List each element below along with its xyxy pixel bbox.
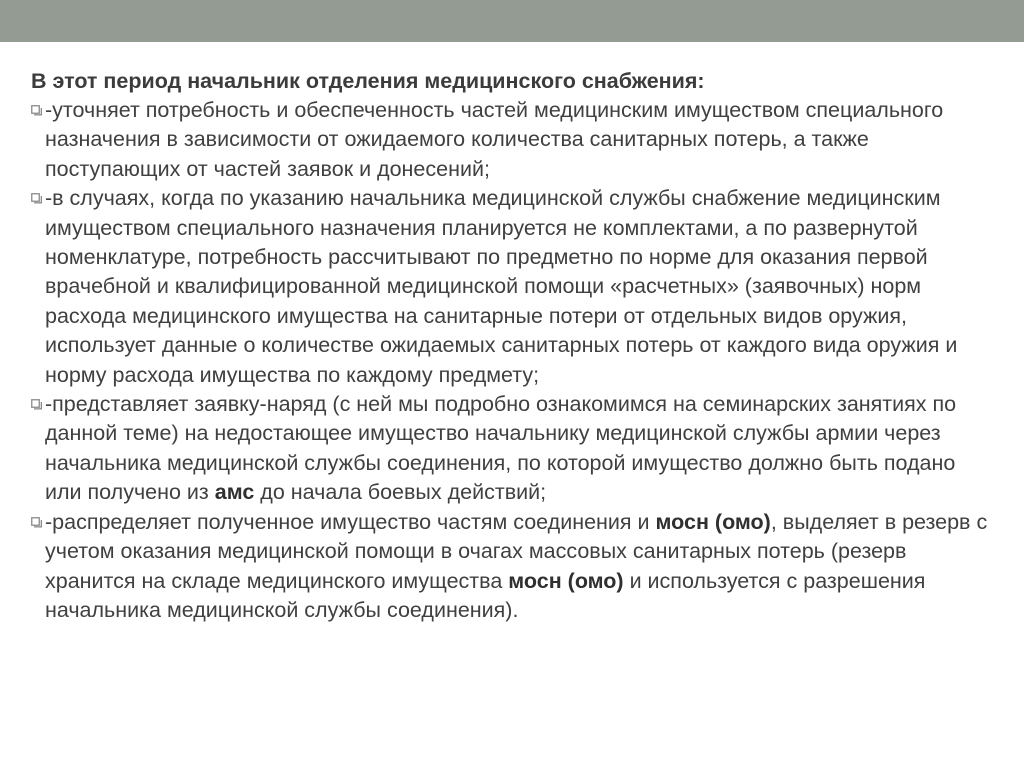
slide-header-bar	[0, 0, 1024, 42]
square-bullet-icon	[31, 193, 42, 204]
list-item	[31, 184, 991, 390]
list-item	[31, 96, 991, 184]
square-bullet-icon	[31, 399, 42, 410]
bold-term: амс	[214, 480, 255, 505]
item-text: до начала боевых действий;	[254, 480, 547, 505]
item-text: -уточняет потребность и обеспеченность частей медицинским имуществом специального назначения в зависимости от ожидаемого количества санитарных потерь, а также поступающих от частей заявок и донесений;	[45, 98, 944, 181]
square-bullet-icon	[31, 517, 42, 528]
item-text: , выделяет в резерв с учетом оказания медицинской помощи в очагах массовых санитарных потерь (резерв хранится на складе медицинского имущества	[45, 509, 988, 593]
item-text: -распределяет полученное имущество частям соединения и	[45, 509, 656, 534]
list-item	[31, 508, 991, 626]
slide-heading: В этот период начальник отделения медицинского снабжения:	[31, 69, 705, 93]
item-text: -в случаях, когда по указанию начальника медицинской службы снабжение медицинским имуществом специального назначения планируется не комплектами, а по развернутой номенклатуре, потребность рассчитывают по предметно по норме для оказания первой врачебной и квалифицированной медицинской помощи «расчетных» (заявочных) норм расхода медицинского имущества на санитарные потери от отдельных видов оружия, использует данные о количестве ожидаемых санитарных потерь от каждого вида оружия и норму расхода имущества по каждому предмету;	[45, 186, 958, 387]
item-text: и используется с разрешения начальника медицинской службы соединения).	[45, 568, 926, 622]
bold-term: мосн (омо)	[508, 568, 624, 593]
bold-term: мосн (омо)	[655, 509, 771, 534]
slide-content	[31, 66, 991, 625]
bullet-list	[31, 96, 991, 625]
item-text: -представляет заявку-наряд (с ней мы подробно ознакомимся на семинарских занятиях по данной теме) на недостающее имущество начальнику медицинской службы армии через начальника медицинской службы соединения, по которой имущество должно быть подано или получено из	[45, 392, 957, 505]
list-item	[31, 390, 991, 508]
square-bullet-icon	[31, 105, 42, 116]
